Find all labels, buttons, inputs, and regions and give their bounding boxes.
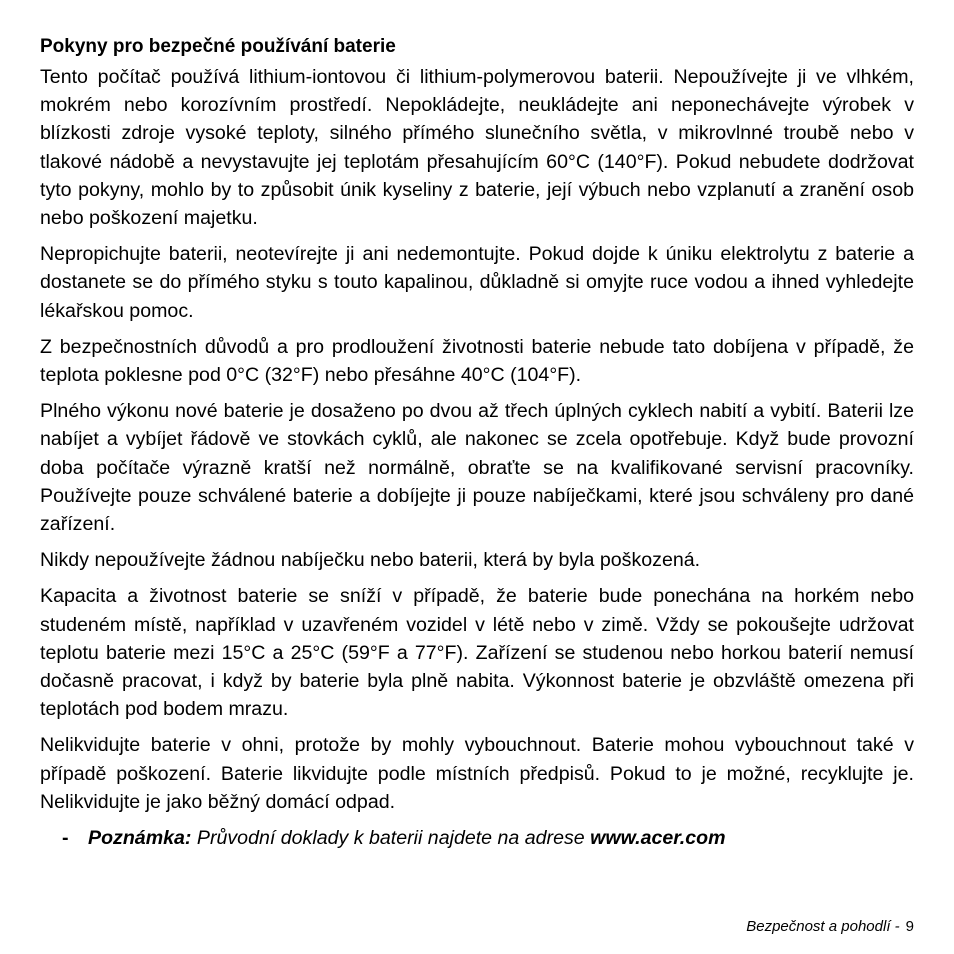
section-heading: Pokyny pro bezpečné používání baterie: [40, 36, 396, 57]
footer-section-title: Bezpečnost a pohodlí -: [746, 918, 900, 935]
paragraph-capacity-temperature: Kapacita a životnost baterie se sníží v případě, že baterie bude ponechána na horkém nebo studeném místě, například v uzavřeném vozidel v létě nebo v zimě. Vždy se pokoušejte udržovat teplotu baterie mezi 15°C a 25°C (59°F a 77°F). Zařízení se studenou nebo horkou baterií nemusí dočasně pracovat, i když by baterie byla plně nabita. Výkonnost baterie je obzvláště omezena při teplotách pod bodem mrazu.: [40, 585, 914, 721]
document-page: [40, 34, 914, 852]
note-text: Průvodní doklady k baterii najdete na adrese: [191, 827, 591, 850]
paragraph-battery-environment: Tento počítač používá lithium-iontovou či lithium-polymerovou baterii. Nepoužívejte ji ve vlhkém, mokrém nebo korozívním prostředí. Nepokládejte, neukládejte ani neponechávejte výrobek v blízkosti zdroje vysoké teploty, silného přímého slunečního světla, v mikrovlnné troubě nebo v tlakové nádobě a nevystavujte jej teplotám přesahujícím 60°C (140°F). Pokud nebudete dodržovat tyto pokyny, mohlo by to způsobit únik kyseliny z baterie, její výbuch nebo vzplanutí a zranění osob nebo poškození majetku.: [40, 66, 914, 230]
paragraph-battery-puncture: Nepropichujte baterii, neotevírejte ji ani nedemontujte. Pokud dojde k úniku elektrolytu z baterie a dostanete se do přímého styku s touto kapalinou, důkladně si omyjte ruce vodou a ihned vyhledejte lékařskou pomoc.: [40, 243, 914, 322]
paragraph-charging-temperature: Z bezpečnostních důvodů a pro prodloužení životnosti baterie nebude tato dobíjena v případě, že teplota poklesne pod 0°C (32°F) nebo přesáhne 40°C (104°F).: [40, 335, 914, 387]
note-label: Poznámka:: [88, 827, 192, 850]
paragraph-disposal: Nelikvidujte baterie v ohni, protože by mohly vybouchnout. Baterie mohou vybouchnout také v případě poškození. Baterie likvidujte podle místních předpisů. Pokud to je možné, recyklujte je. Nelikvidujte je jako běžný domácí odpad.: [40, 734, 914, 813]
paragraph-battery-cycles: Plného výkonu nové baterie je dosaženo po dvou až třech úplných cyklech nabití a vybití. Baterii lze nabíjet a vybíjet řádově ve stovkách cyklů, ale nakonec se zcela opotřebuje. Když bude provozní doba počítače výrazně kratší než normálně, obraťte se na kvalifikované servisní pracovníky. Používejte pouze schválené baterie a dobíjejte ji pouze nabíječkami, které jsou schváleny pro dané zařízení.: [40, 400, 914, 536]
note: [40, 824, 914, 852]
acer-website-link[interactable]: www.acer.com: [590, 827, 726, 850]
paragraph-damaged-charger: Nikdy nepoužívejte žádnou nabíječku nebo baterii, která by byla poškozená.: [40, 549, 701, 572]
note-bullet: -: [62, 827, 69, 850]
page-number: 9: [905, 918, 914, 935]
page-footer: [746, 917, 914, 937]
